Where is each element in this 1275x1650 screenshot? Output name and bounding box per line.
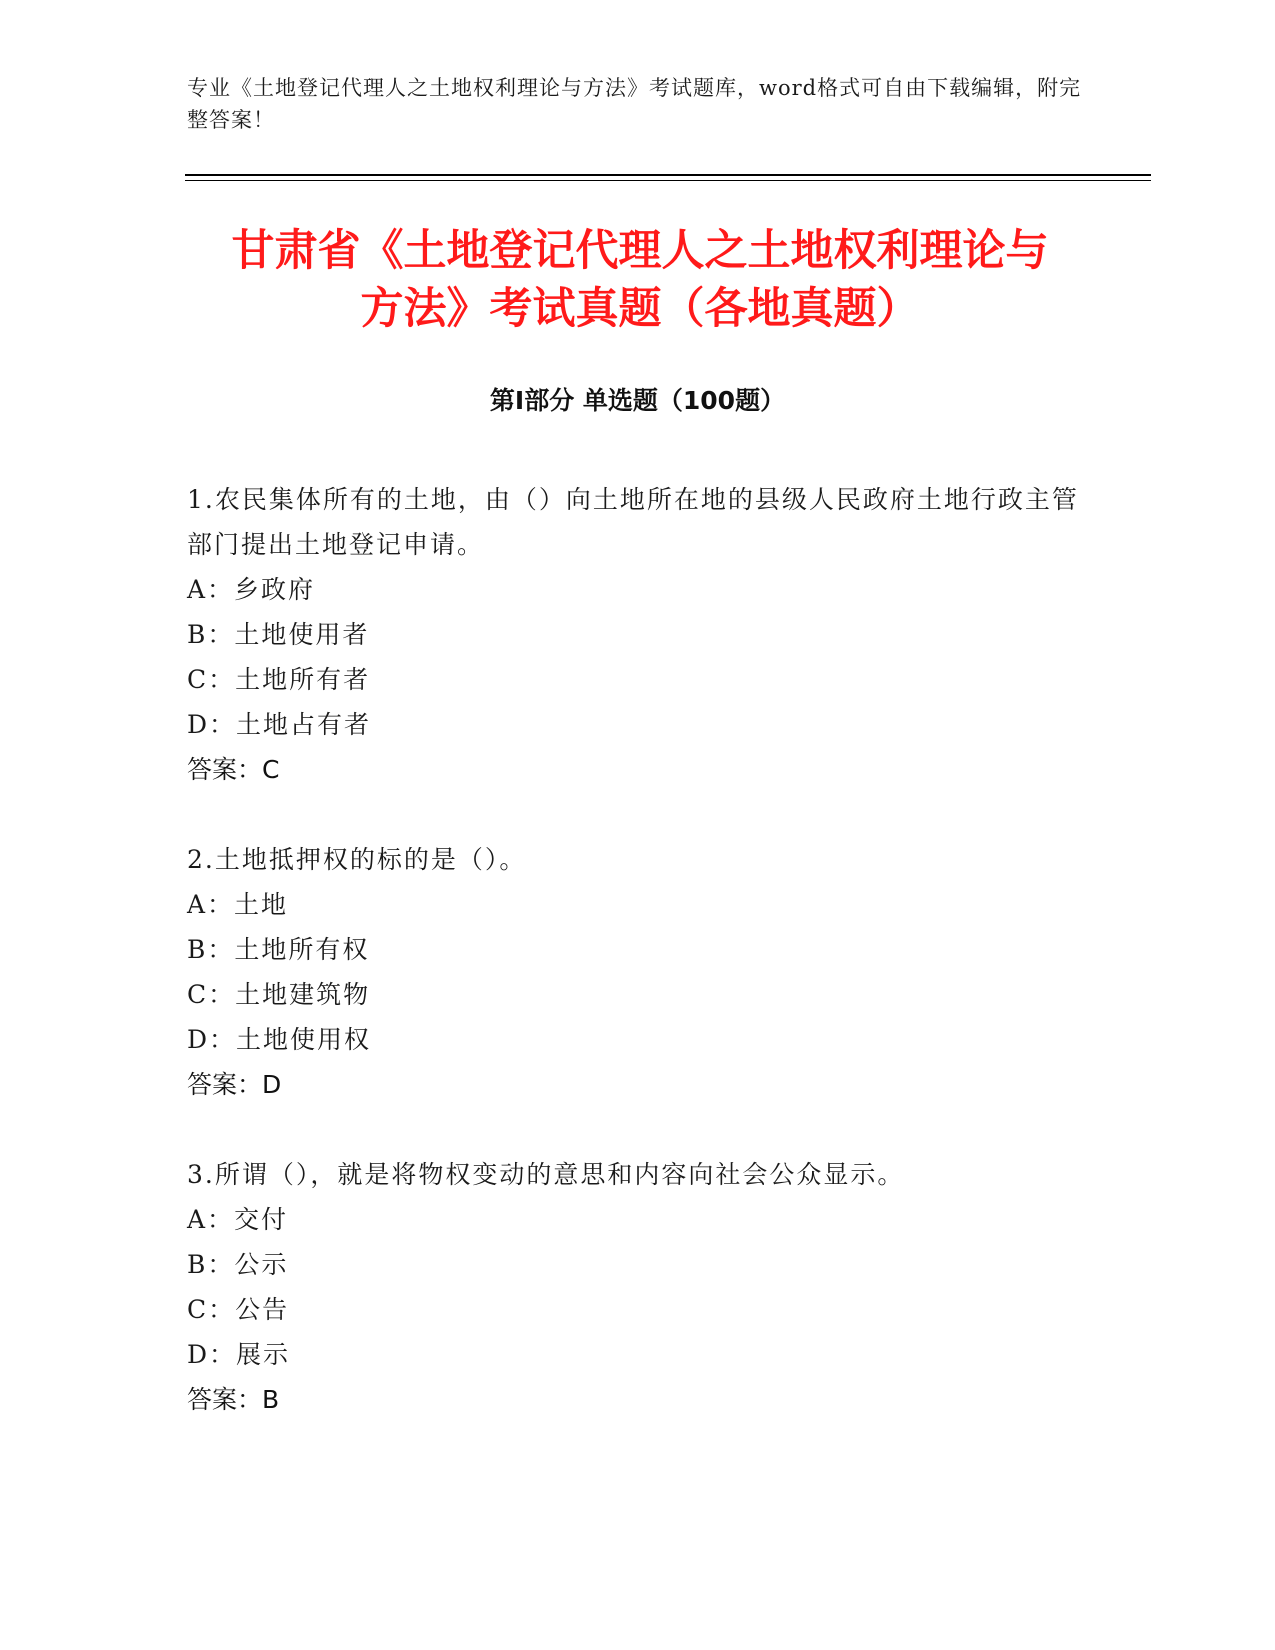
question-2 [187,837,1087,1107]
answer: 答案：B [187,1385,280,1414]
question-stem: 3.所谓（），就是将物权变动的意思和内容向社会公众显示。 [187,1160,905,1189]
document-title [190,222,1090,338]
option-c: C：公告 [187,1295,290,1324]
option-a: A：交付 [187,1205,289,1234]
option-a: A：乡政府 [187,575,316,604]
option-d: D：土地使用权 [187,1025,372,1054]
question-3 [187,1152,1087,1422]
answer: 答案：D [187,1070,282,1099]
title-line-2: 方法》考试真题（各地真题） [360,284,920,334]
option-b: B：土地所有权 [187,935,370,964]
question-stem: 2.土地抵押权的标的是（）。 [187,845,527,874]
option-c: C：土地所有者 [187,665,371,694]
question-stem: 1.农民集体所有的土地，由（）向土地所在地的县级人民政府土地行政主管部门提出土地登记申请。 [187,485,1079,559]
section-heading: 第I部分 单选题（100题） [489,386,786,415]
answer: 答案：C [187,755,280,784]
option-b: B：土地使用者 [187,620,370,649]
title-line-1: 甘肃省《土地登记代理人之土地权利理论与 [231,226,1049,276]
option-d: D：展示 [187,1340,291,1369]
option-b: B：公示 [187,1250,289,1279]
option-c: C：土地建筑物 [187,980,371,1009]
header-divider-thick [185,174,1151,176]
header-note: 专业《土地登记代理人之土地权利理论与方法》考试题库，word格式可自由下载编辑，附完整答案！ [187,76,1082,132]
question-list [187,477,1087,1467]
header-divider-thin [185,180,1151,181]
option-a: A：土地 [187,890,289,919]
option-d: D：土地占有者 [187,710,372,739]
question-1 [187,477,1087,792]
